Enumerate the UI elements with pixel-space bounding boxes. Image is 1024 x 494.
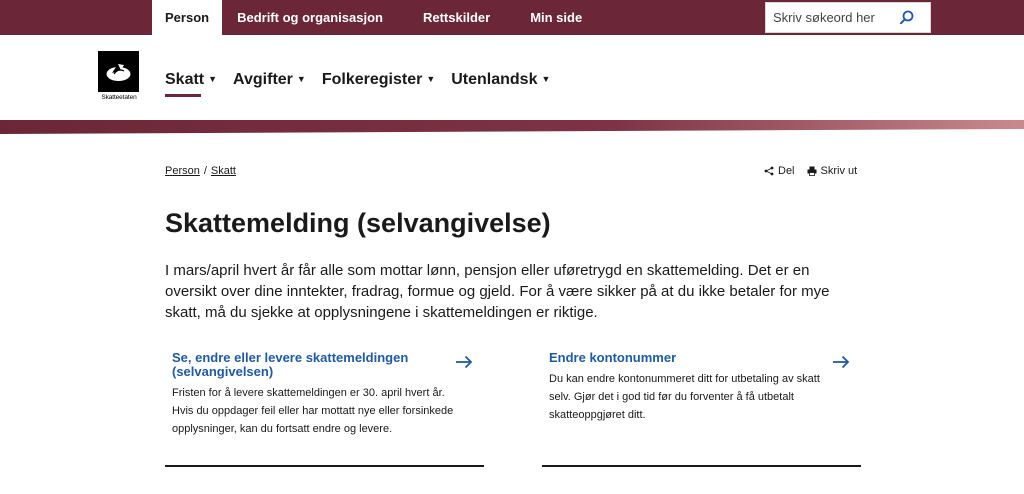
breadcrumb-person[interactable]: Person: [165, 165, 200, 177]
search-icon[interactable]: [898, 9, 916, 27]
page-title: Skattemelding (selvangivelse): [165, 208, 551, 238]
breadcrumb: [165, 165, 236, 177]
arrow-right-icon: [455, 355, 473, 369]
card-endre-kontonummer[interactable]: [542, 348, 861, 467]
nav-folkeregister[interactable]: Folkeregister ▼: [321, 71, 436, 88]
nav-utenlandsk[interactable]: Utenlandsk ▼: [451, 71, 551, 88]
card-se-endre-levere[interactable]: [165, 348, 484, 467]
print-button[interactable]: Skriv ut: [807, 165, 858, 177]
nav-avgifter[interactable]: Avgifter ▼: [233, 71, 306, 88]
share-button[interactable]: Del: [764, 165, 795, 177]
skatteetaten-logo[interactable]: [98, 51, 139, 105]
breadcrumb-separator: /: [203, 165, 207, 177]
search-input[interactable]: [766, 3, 898, 32]
tab-bedrift[interactable]: Bedrift og organisasjon: [237, 10, 383, 25]
card-title[interactable]: Endre kontonummer: [549, 350, 677, 365]
search-box: [765, 2, 931, 33]
arrow-right-icon: [832, 355, 850, 369]
logo-caption: Skatteetaten: [101, 94, 137, 101]
share-icon: [764, 166, 774, 176]
printer-icon: [807, 166, 817, 176]
audience-nav: [152, 0, 602, 35]
main-nav: [165, 71, 566, 89]
page-lead: I mars/april hvert år får alle som mottar lønn, pensjon eller uføretrygd en skattemelding. Det er en oversikt over dine inntekter, fradrag, formue og gjeld. For å være sikker på at du ikke betaler for mye skatt, må du sjekke at opplysningene i skattemeldingen er riktige.: [165, 262, 830, 321]
caret-down-icon: ▼: [426, 74, 436, 84]
caret-down-icon: ▼: [296, 74, 306, 84]
tab-person[interactable]: Person: [152, 0, 222, 35]
tab-min-side[interactable]: Min side: [530, 10, 583, 25]
caret-down-icon: ▼: [541, 74, 551, 84]
tab-rettskilder[interactable]: Rettskilder: [422, 10, 491, 25]
logo-mark-icon: [98, 51, 139, 92]
page-actions: [764, 165, 857, 177]
breadcrumb-skatt[interactable]: Skatt: [210, 165, 236, 177]
caret-down-icon: ▼: [208, 74, 218, 84]
card-description: Fristen for å levere skattemeldingen er 30. april hvert år. Hvis du oppdager feil eller har mottatt nye eller forsinkede opplysninger, kan du fortsatt endre og levere.: [172, 387, 454, 435]
nav-skatt[interactable]: Skatt ▼: [165, 71, 218, 88]
top-bar: [0, 0, 1024, 35]
card-description: Du kan endre kontonummeret ditt for utbetaling av skatt selv. Gjør det i god tid før du forventer å få utbetalt skatteoppgjøret ditt.: [549, 373, 820, 421]
card-title[interactable]: Se, endre eller levere skattemeldingen (selvangivelsen): [172, 350, 409, 379]
site-header: [0, 35, 1024, 120]
header-decorative-band: [0, 120, 1024, 134]
